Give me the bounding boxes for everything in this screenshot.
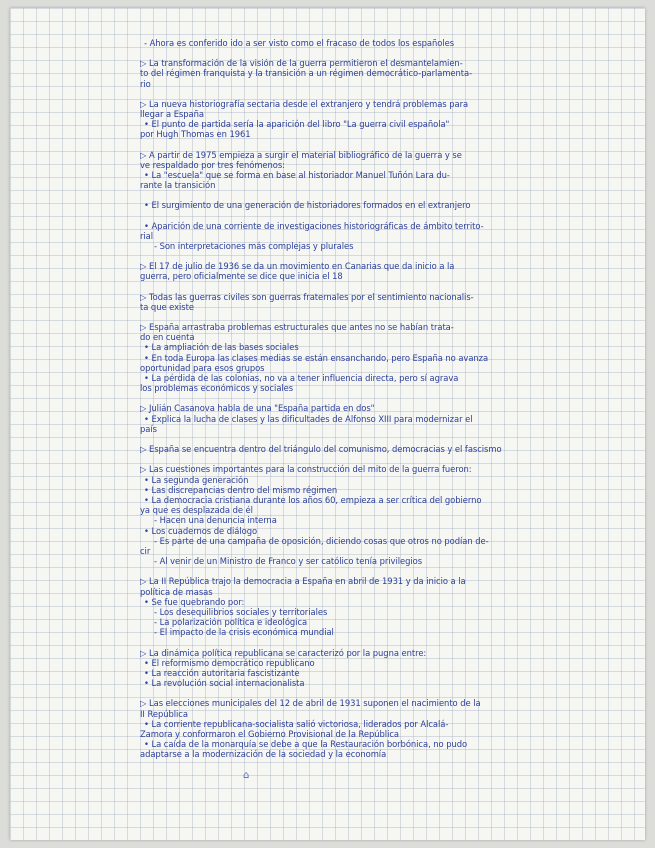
note-line: ▷ Las elecciones municipales del 12 de abril de 1931 suponen el nacimiento de la: [140, 698, 481, 709]
note-line: to del régimen franquista y la transición a un régimen democrático-parlamenta-: [140, 68, 473, 79]
note-line: • El punto de partida sería la aparición del libro "La guerra civil española": [144, 119, 450, 130]
note-line: • La revolución social internacionalista: [144, 678, 305, 689]
note-paragraph: [140, 576, 590, 637]
note-line: • Los cuadernos de diálogo: [144, 525, 258, 536]
note-line: - Son interpretaciones más complejas y plurales: [154, 241, 354, 252]
note-line: ▷ La II República trajo la democracia a España en abril de 1931 y da inicio a la: [140, 576, 466, 587]
note-line: • La pérdida de las colonias, no va a tener influencia directa, pero sí agrava: [144, 373, 459, 384]
note-line: país: [140, 423, 157, 434]
note-line: • El surgimiento de una generación de historiadores formados en el extranjero: [144, 200, 471, 211]
note-line: ▷ Todas las guerras civiles son guerras fraternales por el sentimiento nacionalis-: [140, 291, 474, 302]
note-line: oportunidad para esos grupos: [140, 362, 265, 373]
note-paragraph: [140, 698, 590, 759]
note-line: ▷ A partir de 1975 empieza a surgir el material bibliográfico de la guerra y se: [140, 149, 462, 160]
note-line: • En toda Europa las clases medias se están ensanchando, pero España no avanza: [144, 352, 489, 363]
note-line: • La segunda generación: [144, 474, 249, 485]
note-line: - El impacto de la crisis económica mundial: [154, 627, 334, 638]
note-line: - Ahora es conferido ido a ser visto como el fracaso de todos los españoles: [144, 38, 455, 48]
note-line: ve respaldado por tres fenómenos:: [140, 159, 285, 170]
note-line: por Hugh Thomas en 1961: [140, 129, 251, 140]
note-line: - Al venir de un Ministro de Franco y ser católico tenía privilegios: [154, 556, 423, 567]
ink-mark-icon: ⌂: [243, 770, 250, 781]
note-line: ta que existe: [140, 301, 194, 312]
note-line: cir: [140, 545, 151, 556]
note-paragraph: [140, 200, 590, 210]
note-line: ▷ Julián Casanova habla de una "España partida en dos": [140, 403, 375, 414]
note-paragraph: [140, 99, 590, 140]
note-line: ya que es desplazada de él: [140, 505, 253, 516]
note-line: ▷ El 17 de julio de 1936 se da un movimiento en Canarias que da inicio a la: [140, 261, 455, 272]
note-paragraph: [140, 648, 590, 689]
note-line: ▷ La nueva historiografía sectaria desde el extranjero y tendrá problemas para: [140, 98, 469, 109]
note-line: • La "escuela" que se forma en base al historiador Manuel Tuñón Lara du-: [144, 170, 450, 181]
note-line: - Los desequilibrios sociales y territoriales: [154, 606, 328, 617]
note-line: ▷ España arrastraba problemas estructurales que antes no se habían trata-: [140, 322, 454, 333]
note-line: política de masas: [140, 586, 213, 597]
note-line: • La democracia cristiana durante los años 60, empieza a ser crítica del gobierno: [144, 494, 482, 505]
note-line: rante la transición: [140, 180, 216, 191]
note-line: - Es parte de una campaña de oposición, diciendo cosas que otros no podían de-: [154, 535, 489, 546]
note-line: ▷ La transformación de la visión de la guerra permitieron el desmantelamien-: [140, 58, 463, 69]
note-line: • Se fue quebrando por:: [144, 596, 245, 607]
note-paragraph: [140, 322, 590, 393]
note-line: llegar a España: [140, 109, 204, 120]
note-line: rio: [140, 78, 151, 89]
note-paragraph: [140, 292, 590, 312]
note-line: - La polarización política e ideológica: [154, 617, 308, 628]
note-line: los problemas económicos y sociales: [140, 383, 294, 394]
note-line: guerra, pero oficialmente se dice que inicia el 18: [140, 271, 343, 282]
note-line: • Explica la lucha de clases y las dificultades de Alfonso XIII para modernizar el: [144, 413, 473, 424]
note-line: • Aparición de una corriente de investigaciones historiográficas de ámbito territo-: [144, 220, 484, 231]
note-line: II República: [140, 708, 188, 719]
note-paragraph: [140, 221, 590, 252]
note-line: • La caída de la monarquía se debe a que la Restauración borbónica, no pudo: [144, 739, 468, 750]
note-line: ▷ España se encuentra dentro del triángulo del comunismo, democracias y el fascismo: [140, 444, 502, 455]
note-line: - Hacen una denuncia interna: [154, 515, 277, 526]
handwritten-notes: [140, 38, 590, 770]
note-line: ▷ La dinámica política republicana se caracterizó por la pugna entre:: [140, 647, 427, 658]
note-line: • La ampliación de las bases sociales: [144, 342, 299, 353]
note-paragraph: [140, 403, 590, 434]
note-line: adaptarse a la modernización de la sociedad y la economía: [140, 749, 387, 760]
note-paragraph: [140, 38, 590, 48]
note-line: • La reacción autoritaria fascistizante: [144, 667, 300, 678]
notebook-page: [10, 8, 645, 840]
note-paragraph: [140, 58, 590, 89]
note-paragraph: [140, 150, 590, 191]
note-line: do en cuenta: [140, 332, 195, 343]
note-line: • La corriente republicana-socialista salió victoriosa, liderados por Alcalá-: [144, 718, 449, 729]
note-paragraph: [140, 261, 590, 281]
note-line: • Las discrepancias dentro del mismo régimen: [144, 484, 338, 495]
note-line: Zamora y conformaron el Gobierno Provisional de la República: [140, 728, 399, 739]
note-paragraph: [140, 444, 590, 454]
note-line: rial: [140, 230, 154, 241]
note-paragraph: [140, 464, 590, 566]
note-line: • El reformismo democrático republicano: [144, 657, 315, 668]
note-line: ▷ Las cuestiones importantes para la construcción del mito de la guerra fueron:: [140, 464, 472, 475]
